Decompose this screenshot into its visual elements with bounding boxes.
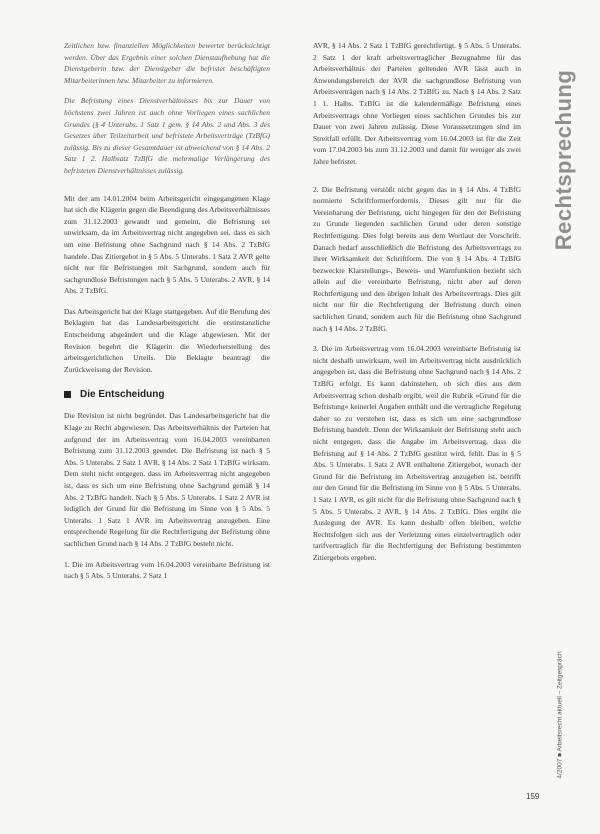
journal-line-text: 4/2007 ■ Arbeitsrecht aktuell – Zeitgespräch xyxy=(556,651,564,779)
right-paragraph-3: 3. Die im Arbeitsvertrag vom 16.04.2003 vereinbarte Befristung ist nicht deshalb unwirksam, weil im Arbeitsvertrag nicht ausdrücklich angegeben ist, dass die Befristung ohne Sachgrund nach § 14 Abs. 2 TzBfG erfolgt. Es kann dahinstehen, ob sich dies aus dem Arbeitsvertrag schon deshalb ergibt, weil die Rubrik »Grund für die Befristung« keinerlei Angaben enthält und die vertragliche Regelung daher so zu verstehen ist, dass es sich um eine sachgrundlose Befristung handelt. Denn der Wirksamkeit der Befristung steht auch nicht entgegen, dass die Angabe im Arbeitsvertrag, dass die Befristung auf § 14 Abs. 2 TzBfG gestützt wird, fehlt. Das in § 5 Abs. 5 Unterabs. 1 Satz 2 AVR enthaltene Zitiergebot, wonach der Grund für die Befristung im Arbeitsvertrag anzugeben ist, betrifft nur den Grund für die Befristung im Sinne von § 5 Abs. 5 Unterabs. 1 Satz 1 AVR, es gilt nicht für die Befristung ohne Sachgrund nach § 5 Abs. 5 Unterabs. 2 AVR, § 14 Abs. 2 TzBfG. Dies ergibt die Auslegung der AVR. Es kann deshalb offen bleiben, welche Rechtsfolgen sich aus der Verletzung eines einzelvertraglich oder tarifvertraglich für die Rechtfertigung der Befristung bestimmten Zitiergebots ergeben. xyxy=(313,344,521,562)
right-column xyxy=(313,40,521,573)
section-heading-text: Die Entscheidung xyxy=(80,389,165,401)
left-column xyxy=(64,40,270,591)
decision-paragraph-2: 1. Die im Arbeitsvertrag vom 16.04.2003 vereinbarte Befristung ist nach § 5 Abs. 5 Unterabs. 2 Satz 1 xyxy=(64,559,270,581)
guideline-text-1: Zeitlichen bzw. finanziellen Möglichkeiten bewertet berücksichtigt werden. Über das Ergebnis einer solchen Dienstaufhebung hat die Dienstgeberin bzw. der Dienstgeber die befristet beschäftigten Mitarbeiterinnen bzw. Mitarbeiter zu informieren. xyxy=(64,41,270,85)
facts-paragraph-1: Mit der am 14.01.2004 beim Arbeitsgericht eingegangenen Klage hat sich die Klägerin gegen die Beendigung des Arbeitsverhältnisses zum 31.12.2003 gewandt und gemeint, die Befristung sei unwirksam, da im Arbeitsvertrag nicht angegeben sei, dass es sich um eine Befristung ohne Sachgrund nach § 14 Abs. 2 TzBfG handele. Das Zitiergebot in § 5 Abs. 5 Unterabs. 1 Satz 2 AVR gelte nicht nur für Befristungen mit Sachgrund, sondern auch für sachgrundlose Befristungen nach § 5 Abs. 5 Unterabs. 2 AVR, § 14 Abs. 2 TzBfG. xyxy=(64,193,270,296)
journal-line-vertical xyxy=(553,640,567,790)
right-paragraph-2: 2. Die Befristung verstößt nicht gegen das in § 14 Abs. 4 TzBfG normierte Schriftformerfordernis. Dieses gilt nur für die Vereinbarung der Befristung, nicht hingegen für den der Befristung zu Grunde liegenden sachlichen Grund oder deren sonstige Rechtfertigung. Dies folgt bereits aus dem Wortlaut der Vorschrift. Danach bedarf ausschließlich die Befristung des Arbeitsvertrags zu ihrer Wirksamkeit der Schriftform. Die von § 14 Abs. 4 TzBfG bezweckte Klarstellungs-, Beweis- und Warnfunktion bezieht sich allein auf die vereinbarte Befristung, nicht aber auf deren Rechtfertigung und den übrigen Inhalt des Arbeitsvertrags. Dies gilt nicht nur für die Rechtfertigung der Befristung durch einen sachlichen Grund, sondern auch für die Befristung ohne Sachgrund nach § 14 Abs. 2 TzBfG. xyxy=(313,184,521,333)
section-label-text: Rechtsprechung xyxy=(551,69,576,251)
square-bullet-icon xyxy=(64,391,71,398)
decision-paragraph-1: Die Revision ist nicht begründet. Das Landesarbeitsgericht hat die Klage zu Recht abgewiesen. Das Arbeitsverhältnis der Parteien hat aufgrund der im Arbeitsvertrag vom 16.04.2003 vereinbarten Befristung zum 31.12.2003 geendet. Die Befristung ist nach § 5 Abs. 5 Unterabs. 2 Satz 1 AVR, § 14 Abs. 2 Satz 1 TzBfG wirksam. Dem steht nicht entgegen, dass im Arbeitsvertrag nicht angegeben ist, dass es sich um eine Befristung ohne Sachgrund gemäß § 14 Abs. 2 TzBfG handelt. Nach § 5 Abs. 5 Unterabs. 1 Satz 2 AVR ist lediglich der Grund für die Befristung im Sinne von § 5 Abs. 5 Unterabs. 1 Satz 1 AVR im Arbeitsvertrag anzugeben. Eine entsprechende Regelung für die Rechtfertigung der Befristung ohne sachlichen Grund nach § 14 Abs. 2 TzBfG besteht nicht. xyxy=(64,411,270,548)
right-paragraph-1: AVR, § 14 Abs. 2 Satz 1 TzBfG gerechtfertigt. § 5 Abs. 5 Unterabs. 2 Satz 1 der kraft arbeitsvertraglicher Bezugnahme für das Arbeitsverhältnis der Parteien geltenden AVR lässt auch in Anwendungsbereich der AVR die sachgrundlose Befristung von Arbeitsverträgen nach § 14 Abs. 2 TzBfG zu. Nach § 14 Abs. 2 Satz 1 1. Halbs. TzBfG ist die kalendermäßige Befristung eines Arbeitsvertrags ohne Vorliegen eines sachlichen Grundes bis zur Dauer von zwei Jahren zulässig. Diese Voraussetzungen sind im Streitfall erfüllt. Der Arbeitsvertrag vom 16.04.2003 ist für die Zeit vom 17.04.2003 bis zum 31.12.2003 und damit für weniger als zwei Jahre befristet. xyxy=(313,41,521,166)
section-heading xyxy=(64,389,270,400)
section-label-vertical xyxy=(546,40,582,280)
facts-paragraph-2: Das Arbeitsgericht hat der Klage stattgegeben. Auf die Berufung des Beklagten hat das Landesarbeitsgericht die erstinstanzliche Entscheidung abgeändert und die Klage abgewiesen. Mit der Revision begehrt die Klägerin die Wiederherstellung des arbeitsgerichtlichen Urteils. Die Beklagte beantragt die Zurückweisung der Revision. xyxy=(64,306,270,374)
guideline-text-2: Die Befristung eines Dienstverhältnisses bis zur Dauer von höchstens zwei Jahren ist auch ohne Vorliegen eines sachlichen Grundes (§ 4 Unterabs. 1 Satz 1 gem. § 14 Abs. 2 und Abs. 3 des Gesetzes über Teilzeitarbeit und befristete Arbeitsverträge (TzBfG) zulässig. Bis zu dieser Gesamtdauer ist abweichend von § 14 Abs. 2 Satz 1 2. Halbsatz TzBfG die mehrmalige Verlängerung des befristeten Dienstverhältnisses zulässig. xyxy=(64,96,270,175)
page-number: 159 xyxy=(526,792,540,801)
